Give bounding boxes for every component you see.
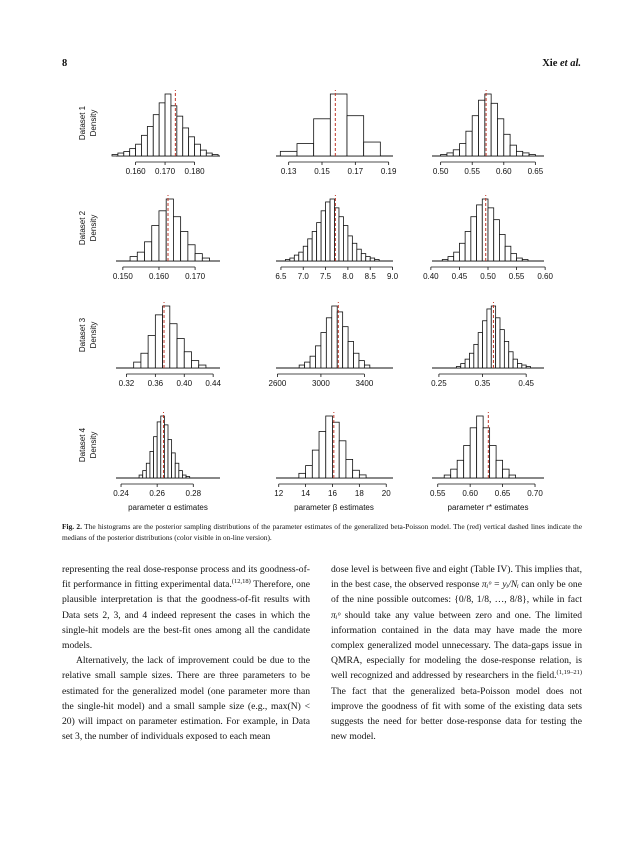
histogram-bar: [466, 131, 472, 156]
histogram-bar: [497, 119, 503, 156]
histogram-bar: [487, 309, 491, 368]
histogram-bar: [182, 475, 186, 478]
x-tick-label: 20: [381, 489, 391, 498]
histogram-bar: [305, 362, 310, 368]
histogram-bar: [523, 153, 529, 156]
histogram-bar: [157, 422, 161, 478]
histogram-bar: [470, 428, 476, 478]
histogram-bar: [141, 135, 147, 156]
text-run: dose level is between five and eight (Table IV). This implies that, in the best case, the observed response: [331, 564, 582, 591]
histogram-bar: [306, 466, 313, 478]
x-tick-label: 0.32: [118, 379, 135, 388]
caption-text: The histograms are the posterior sampling distributions of the parameter estimates of the generalized beta-Poisson model. The (red) vertical dashed lines indicate the medians of the posterior distributions (color visible in on-line version).: [62, 522, 582, 543]
x-tick-label: 0.40: [423, 272, 439, 281]
x-tick-label: 0.160: [148, 272, 169, 281]
running-head-etal: et al.: [560, 58, 581, 69]
histogram-bar: [461, 364, 465, 368]
x-tick-label: 0.28: [185, 489, 202, 498]
histogram-bar: [195, 144, 201, 156]
histogram-bar: [130, 257, 137, 261]
histogram-bar: [186, 477, 190, 478]
histogram-bar: [522, 365, 526, 368]
text-run: should take any value between zero and one. The limited information contained in the data may have made the more complex generalized model unnecessary. The data-gaps issue in QMRA, especially for modeling the dose-response relation, is well recognized and addressed by researchers in the field.: [331, 609, 582, 682]
histogram-bar: [321, 333, 326, 368]
histogram-bar: [150, 451, 154, 478]
histogram-bar: [465, 359, 469, 368]
x-tick-label: 0.180: [184, 167, 205, 176]
row-dataset-label: Dataset 4: [78, 427, 87, 463]
x-tick-label: 0.170: [185, 272, 206, 281]
histogram-bar: [165, 94, 171, 156]
histogram-bar: [348, 341, 353, 368]
x-tick-label: 7.0: [297, 272, 309, 281]
histogram-bar: [290, 258, 294, 261]
histogram-bar: [456, 367, 460, 368]
histogram-bar: [517, 258, 523, 261]
histogram-bar: [503, 469, 509, 478]
histogram-bar: [188, 245, 195, 261]
histogram-bar: [504, 134, 510, 156]
histogram-bar: [179, 471, 183, 478]
histogram-bar: [134, 362, 141, 368]
histogram-bar: [145, 242, 152, 261]
histogram-bar: [152, 226, 159, 261]
histogram-bar: [499, 234, 505, 261]
histogram-bar: [529, 154, 535, 156]
histogram-bar: [359, 475, 366, 478]
histogram-bar: [479, 100, 485, 156]
math-inline: πᵢᵒ: [331, 609, 341, 621]
paragraph: Alternatively, the lack of improvement could be due to the relative small sample sizes. There are three parameters to be estimated for the generalized model (one parameter more than the single-hit model) and a small sample size (e.g., max(N) < 20) will impact on parameter estimation. For example, in Data set 3, the number of individuals exposed to each mean: [62, 655, 310, 743]
x-axis-title: parameter β estimates: [294, 503, 374, 512]
histogram-bar: [500, 330, 504, 368]
x-tick-label: 3000: [312, 379, 330, 388]
histogram-bar: [299, 365, 304, 368]
page-number: 8: [62, 58, 68, 69]
paragraph: [62, 562, 310, 653]
histogram-bar: [509, 475, 515, 478]
histogram-bar: [154, 437, 158, 478]
histogram-bar: [494, 220, 500, 261]
histogram-bar: [465, 231, 471, 261]
x-tick-label: 0.65: [494, 489, 511, 498]
histogram-bar: [509, 352, 513, 368]
histogram-bar: [314, 119, 331, 156]
histogram-bar: [483, 321, 487, 368]
x-tick-label: 0.25: [431, 379, 447, 388]
histogram-bar: [155, 315, 162, 368]
figure-caption: [62, 521, 582, 543]
x-tick-label: 18: [354, 489, 364, 498]
histogram-bar: [453, 150, 459, 156]
histogram-bar: [124, 152, 130, 156]
x-tick-label: 0.50: [432, 167, 449, 176]
citation: (1,19–21): [556, 669, 582, 677]
histogram-bar: [184, 352, 191, 368]
histogram-bar: [352, 243, 356, 261]
histogram-bar: [354, 353, 359, 368]
histogram-bar: [442, 260, 448, 261]
histogram-bar: [299, 252, 303, 261]
histogram-bar: [491, 103, 497, 156]
histogram-bar: [136, 144, 142, 156]
histogram-bar: [496, 318, 500, 368]
histogram-bar: [364, 365, 369, 368]
histogram-bar: [199, 365, 206, 368]
row-dataset-label: Dataset 3: [78, 317, 87, 353]
histogram-bar: [343, 226, 347, 261]
histogram-bar: [339, 217, 343, 261]
histogram-bar: [522, 260, 528, 261]
x-tick-label: 2600: [268, 379, 287, 388]
y-axis-label: Density: [89, 321, 98, 349]
histogram-bar: [513, 359, 517, 368]
histogram-bar: [285, 260, 289, 261]
caption-label: Fig. 2.: [62, 522, 82, 531]
histogram-bar: [195, 254, 202, 261]
histogram-bar: [212, 155, 218, 156]
x-tick-label: 0.15: [314, 167, 330, 176]
histogram-bar: [366, 257, 370, 261]
x-tick-label: 0.40: [176, 379, 193, 388]
citation: (12,18): [231, 578, 251, 586]
histogram-bar: [353, 470, 360, 478]
histogram-bar: [447, 153, 453, 156]
x-tick-label: 0.19: [380, 167, 397, 176]
histogram-bar: [312, 231, 316, 261]
running-head-author: Xie: [542, 58, 560, 69]
histogram-bar: [526, 367, 530, 368]
histogram-bar: [181, 231, 188, 261]
body-column-left: [62, 562, 310, 744]
x-tick-label: 0.50: [480, 272, 496, 281]
histogram-bar: [464, 446, 470, 478]
histogram-bar: [451, 469, 457, 478]
x-tick-label: 0.65: [527, 167, 544, 176]
histogram-bar: [441, 154, 447, 156]
histogram-bar: [303, 246, 307, 261]
x-tick-label: 0.160: [125, 167, 146, 176]
y-axis-label: Density: [89, 214, 98, 242]
x-tick-label: 0.55: [429, 489, 446, 498]
x-axis-title: parameter r* estimates: [447, 503, 529, 512]
text-run: representing the real dose-response process and its goodness-of-fit performance in fitting experimental data.: [62, 564, 310, 591]
histogram-bar: [504, 341, 508, 368]
histogram-bar: [469, 353, 473, 368]
x-tick-label: 0.45: [518, 379, 534, 388]
histogram-bar: [299, 473, 306, 478]
x-tick-label: 3400: [355, 379, 374, 388]
x-axis-title: parameter α estimates: [128, 503, 208, 512]
histogram-bar: [478, 333, 482, 368]
x-tick-label: 0.17: [347, 167, 364, 176]
histogram-bar: [177, 116, 183, 156]
x-tick-label: 9.0: [386, 272, 399, 281]
histogram-bar: [359, 361, 364, 368]
histogram-bar: [454, 252, 460, 261]
histogram-bar: [370, 258, 374, 261]
histogram-bar: [364, 142, 381, 156]
histogram-bar: [171, 106, 177, 156]
histogram-bar: [457, 460, 463, 478]
histogram-bar: [191, 361, 198, 368]
histogram-bar: [112, 155, 118, 156]
histogram-bar: [474, 344, 478, 368]
histogram-bar: [517, 364, 521, 368]
histogram-bar: [202, 258, 209, 261]
histogram-bar: [459, 243, 465, 261]
histogram-bar: [177, 338, 184, 368]
x-tick-label: 0.60: [537, 272, 553, 281]
histogram-bar: [496, 460, 502, 478]
histogram-bar: [175, 463, 179, 478]
histogram-bar: [280, 151, 297, 156]
histogram-bar: [159, 103, 165, 156]
x-tick-label: 7.5: [320, 272, 332, 281]
histogram-bar: [183, 128, 189, 156]
histogram-bar: [482, 199, 488, 261]
histogram-bar: [166, 199, 173, 261]
histogram-bar: [347, 116, 364, 156]
histogram-bar: [159, 211, 166, 261]
histogram-bar: [511, 254, 517, 261]
x-tick-label: 0.26: [149, 489, 165, 498]
histogram-bar: [444, 475, 450, 478]
histogram-bar: [118, 153, 124, 156]
x-tick-label: 0.45: [451, 272, 468, 281]
x-tick-label: 8.5: [364, 272, 376, 281]
histogram-bar: [206, 153, 212, 156]
histogram-bar: [170, 324, 177, 368]
histogram-bar: [448, 257, 454, 261]
histogram-bar: [375, 260, 379, 261]
x-tick-label: 0.44: [205, 379, 221, 388]
histogram-bar: [348, 236, 352, 261]
x-tick-label: 14: [301, 489, 311, 498]
histogram-bar: [460, 144, 466, 156]
histogram-bar: [319, 432, 326, 479]
histogram-bar: [339, 441, 346, 478]
text-run: Therefore, one plausible interpretation is that the goodness-of-fit results with Data sets 2, 3, and 4 indeed represent the cases in which the single-hit models are the best-fit ones among all the candidate models.: [62, 579, 311, 652]
x-tick-label: 12: [274, 489, 284, 498]
histogram-bar: [510, 145, 516, 156]
histogram-bar: [315, 346, 320, 368]
x-tick-label: 8.0: [342, 272, 354, 281]
histogram-bar: [147, 126, 153, 156]
histogram-bar: [310, 356, 315, 368]
histogram-bar: [317, 223, 321, 261]
histogram-bar: [357, 249, 361, 261]
histogram-bar: [137, 252, 144, 261]
histogram-bar: [326, 318, 331, 368]
histogram-bar: [172, 453, 176, 478]
histogram-bar: [505, 246, 511, 261]
histogram-bar: [321, 211, 325, 261]
histogram-bar: [200, 150, 206, 156]
histogram-bar: [516, 151, 522, 156]
histogram-bar: [477, 205, 483, 261]
row-dataset-label: Dataset 1: [78, 105, 87, 141]
x-tick-label: 0.60: [496, 167, 512, 176]
x-tick-label: 0.55: [464, 167, 480, 176]
histogram-bar: [471, 217, 477, 261]
y-axis-label: Density: [89, 431, 98, 459]
x-tick-label: 0.60: [462, 489, 478, 498]
histogram-bar: [141, 353, 148, 368]
histogram-bar: [153, 115, 159, 156]
x-tick-label: 16: [328, 489, 337, 498]
histogram-bar: [308, 239, 312, 261]
histogram-bar: [326, 416, 333, 478]
x-tick-label: 0.55: [508, 272, 525, 281]
text-run: The fact that the generalized beta-Poisson model does not improve the goodness of fit with some of the existing data sets suggests the need for better dose-response data for testing the new model.: [331, 685, 582, 743]
histogram-bar: [346, 459, 353, 478]
histogram-bar: [143, 471, 147, 478]
histogram-bar: [173, 217, 180, 261]
math-inline: πᵢᵒ = yᵢ/Nᵢ: [481, 579, 519, 591]
histogram-bar: [490, 446, 496, 478]
x-tick-label: 0.24: [113, 489, 129, 498]
x-tick-label: 6.5: [275, 272, 287, 281]
histogram-bar: [312, 450, 319, 478]
x-tick-label: 0.150: [112, 272, 133, 281]
histogram-bar: [294, 255, 298, 261]
histogram-bar: [130, 149, 136, 156]
histogram-bar: [343, 327, 348, 368]
text-run: can only be one of the nine possible outcomes: {0/8, 1/8, …, 8/8}, while in fact: [331, 579, 582, 606]
histogram-bar: [477, 416, 483, 478]
histogram-bar: [168, 440, 172, 478]
histogram-bar: [148, 336, 155, 368]
histogram-bar: [139, 475, 143, 478]
y-axis-label: Density: [89, 109, 98, 137]
x-tick-label: 0.35: [474, 379, 491, 388]
histogram-bar: [326, 202, 330, 261]
histogram-bar: [330, 94, 347, 156]
x-tick-label: 0.70: [527, 489, 543, 498]
histogram-bar: [146, 463, 150, 478]
histogram-bar: [361, 254, 365, 261]
histogram-bar: [488, 208, 494, 261]
histogram-bar: [332, 306, 337, 368]
body-column-right: [331, 562, 582, 744]
histogram-bar: [297, 144, 314, 156]
x-tick-label: 0.13: [280, 167, 297, 176]
row-dataset-label: Dataset 2: [78, 210, 87, 246]
histogram-bar: [330, 199, 334, 261]
x-tick-label: 0.170: [155, 167, 176, 176]
x-tick-label: 0.36: [147, 379, 164, 388]
histogram-bar: [164, 425, 168, 478]
paragraph: [331, 562, 582, 744]
histogram-bar: [189, 137, 195, 156]
histogram-bar: [472, 116, 478, 156]
